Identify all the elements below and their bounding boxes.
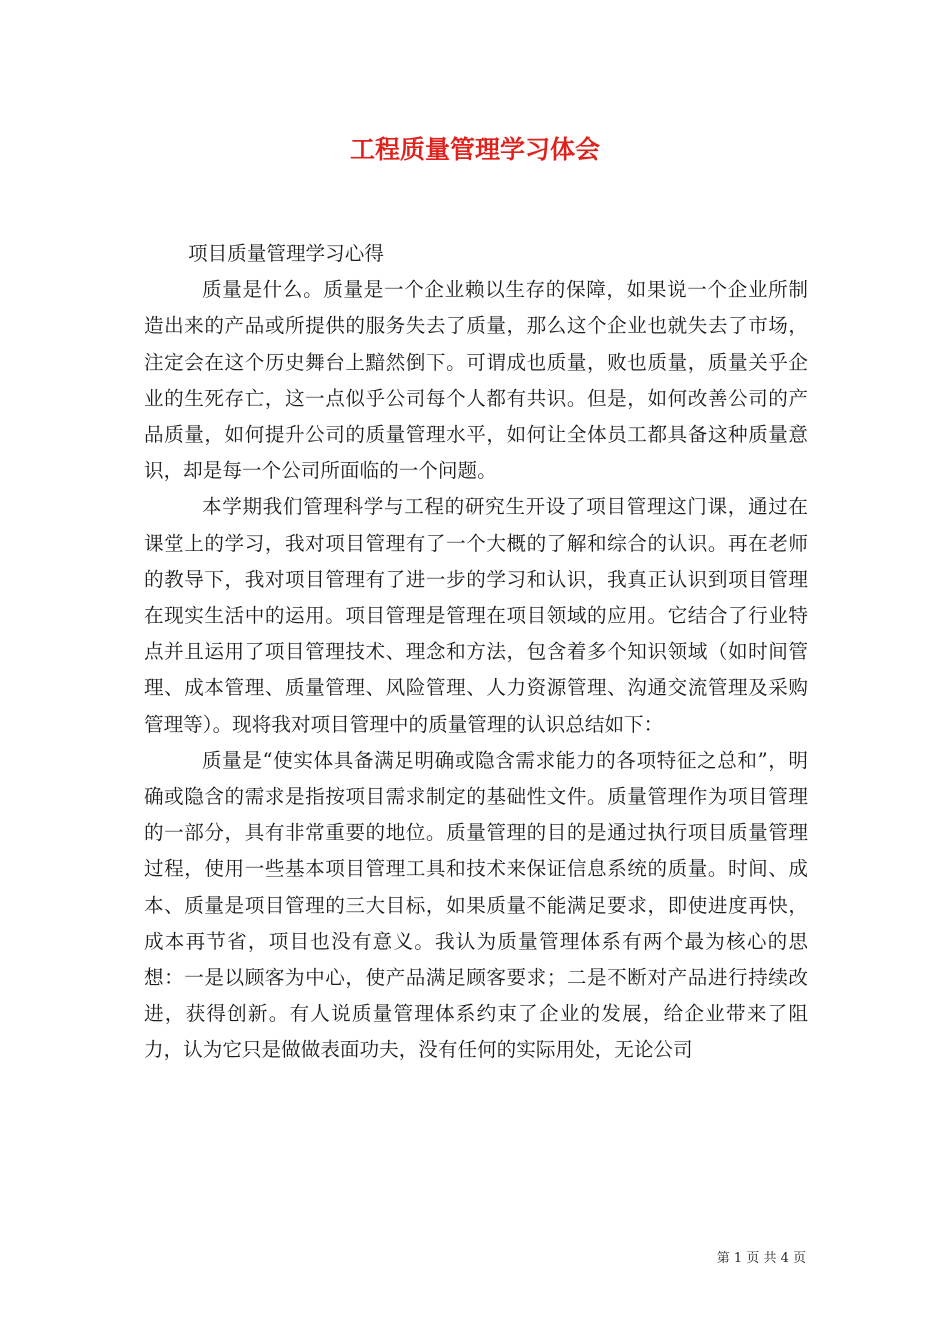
paragraph-2: 本学期我们管理科学与工程的研究生开设了项目管理这门课，通过在课堂上的学习，我对项目管理有了一个大概的了解和综合的认识。再在老师的教导下，我对项目管理有了进一步的学习和认识，我真正认识到项目管理在现实生活中的运用。项目管理是管理在项目领域的应用。它结合了行业特点并且运用了项目管理技术、理念和方法，包含着多个知识领域（如时间管理、成本管理、质量管理、风险管理、人力资源管理、沟通交流管理及采购管理等）。现将我对项目管理中的质量管理的认识总结如下： [144,495,808,736]
document-body [144,236,808,1069]
paragraph-1: 质量是什么。质量是一个企业赖以生存的保障，如果说一个企业所制造出来的产品或所提供的服务失去了质量，那么这个企业也就失去了市场，注定会在这个历史舞台上黯然倒下。可谓成也质量，败也质量，质量关乎企业的生死存亡，这一点似乎公司每个人都有共识。但是，如何改善公司的产品质量，如何提升公司的质量管理水平，如何让全体员工都具备这种质量意识，却是每一个公司所面临的一个问题。 [144,278,808,483]
document-subtitle: 项目质量管理学习心得 [188,242,384,265]
paragraph-3: 质量是“使实体具备满足明确或隐含需求能力的各项特征之总和”，明确或隐含的需求是指按项目需求制定的基础性文件。质量管理作为项目管理的一部分，具有非常重要的地位。质量管理的目的是通过执行项目质量管理过程，使用一些基本项目管理工具和技术来保证信息系统的质量。时间、成本、质量是项目管理的三大目标，如果质量不能满足要求，即使进度再快，成本再节省，项目也没有意义。我认为质量管理体系有两个最为核心的思想：一是以顾客为中心，使产品满足顾客要求；二是不断对产品进行持续改进，获得创新。有人说质量管理体系约束了企业的发展，给企业带来了阻力，认为它只是做做表面功夫，没有任何的实际用处，无论公司 [144,748,808,1062]
page-number-footer: 第 1 页 共 4 页 [716,1251,806,1266]
page-title: 工程质量管理学习体会 [349,135,600,164]
